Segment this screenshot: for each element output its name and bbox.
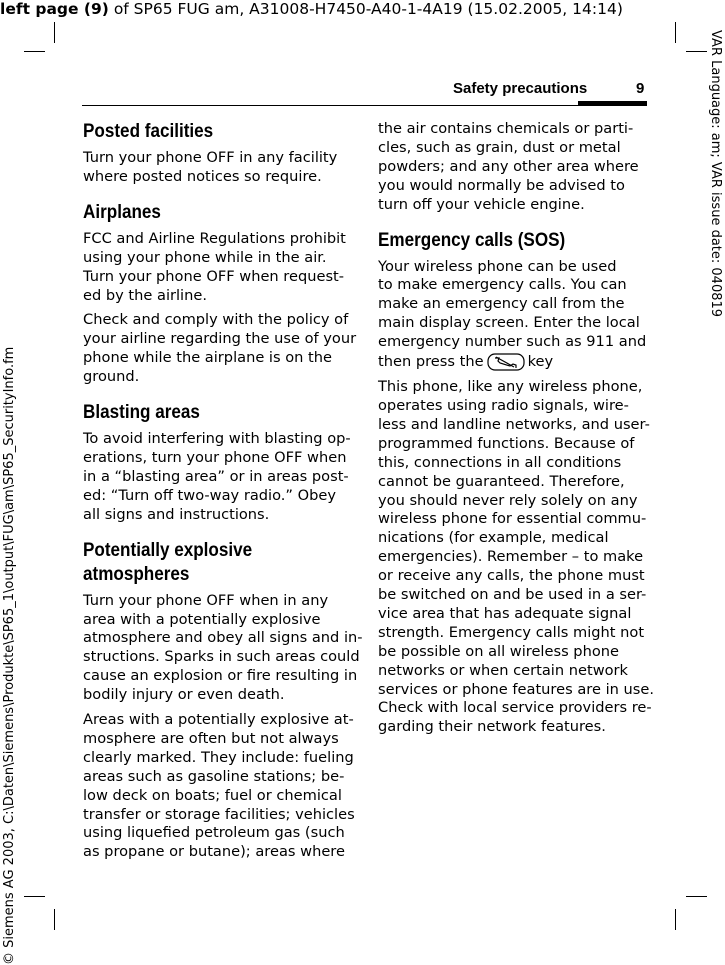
text-line: services or phone features are in use. xyxy=(378,680,654,698)
crop-mark xyxy=(675,909,676,930)
text-line: or receive any calls, the phone must xyxy=(378,567,645,585)
section-posted-facilities xyxy=(83,120,353,187)
paragraph xyxy=(83,149,353,187)
text-line: ed: “Turn off two-way radio.” Obey xyxy=(83,486,336,504)
text-line: atmosphere and obey all signs and in- xyxy=(83,629,363,647)
heading-airplanes: Airplanes xyxy=(83,201,161,223)
section-blasting-areas xyxy=(83,401,353,525)
text-line: to make emergency calls. You can xyxy=(378,276,627,294)
heading-explosive-line2: atmospheres xyxy=(83,563,190,585)
text-line: Areas with a potentially explosive at- xyxy=(83,711,354,729)
text-line: mosphere are often but not always xyxy=(83,729,339,747)
text-line: main display screen. Enter the local xyxy=(378,314,640,332)
text-line: wireless phone for essential commu- xyxy=(378,510,647,528)
text-line: less and landline networks, and user- xyxy=(378,415,650,433)
text-line: programmed functions. Because of xyxy=(378,434,635,452)
paragraph xyxy=(378,120,650,215)
text-line: Check and comply with the policy of xyxy=(83,311,349,329)
page-number: 9 xyxy=(636,80,645,97)
text-line: as propane or butane); areas where xyxy=(83,843,345,861)
running-header-title: Safety precautions xyxy=(453,80,588,97)
text-line: This phone, like any wireless phone, xyxy=(378,378,643,396)
text-line: transfer or storage facilities; vehicles xyxy=(83,805,355,823)
text-line: erations, turn your phone OFF when xyxy=(83,448,347,466)
text-line: phone while the airplane is on the xyxy=(83,349,332,367)
text-line: Your wireless phone can be used xyxy=(378,257,617,275)
text-line: be switched on and be used in a ser- xyxy=(378,586,647,604)
heading-emergency-calls: Emergency calls (SOS) xyxy=(378,229,566,251)
header-rule xyxy=(82,105,647,106)
text-line: the air contains chemicals or parti- xyxy=(378,120,634,137)
text-line: garding their network features. xyxy=(378,718,606,736)
text-line: in a “blasting area” or in areas post- xyxy=(83,467,349,485)
crop-mark xyxy=(675,22,676,43)
heading-posted-facilities: Posted facilities xyxy=(83,121,214,142)
text-line: nications (for example, medical xyxy=(378,529,609,547)
text-line: vice area that has adequate signal xyxy=(378,604,632,622)
crop-mark xyxy=(24,896,45,897)
text-line: structions. Sparks in such areas could xyxy=(83,648,360,666)
text-line: this, connections in all conditions xyxy=(378,453,622,471)
text-line: networks or when certain network xyxy=(378,661,629,679)
text-line: your airline regarding the use of your xyxy=(83,330,357,348)
left-column xyxy=(83,120,363,876)
paragraph xyxy=(83,430,353,525)
text-line: clearly marked. They include: fueling xyxy=(83,748,354,766)
text-line: ed by the airline. xyxy=(83,286,207,304)
text-line xyxy=(378,352,650,372)
text-line: cause an explosion or fire resulting in xyxy=(83,667,358,685)
text-line: Turn your phone OFF when in any xyxy=(83,591,329,609)
variant-info: VAR Language: am; VAR issue date: 040819 xyxy=(708,30,723,318)
paragraph xyxy=(378,378,654,737)
heading-blasting-areas: Blasting areas xyxy=(83,402,200,424)
text-line: emergency number such as 911 and xyxy=(378,333,647,351)
paragraph xyxy=(83,591,363,705)
text-line: emergencies). Remember – to make xyxy=(378,548,644,566)
text-line: cannot be guaranteed. Therefore, xyxy=(378,472,625,490)
text-fragment: then press the xyxy=(378,353,484,371)
paragraph xyxy=(83,311,357,387)
text-line: using liquefied petroleum gas (such xyxy=(83,824,345,842)
paragraph xyxy=(83,230,353,306)
crop-mark xyxy=(686,51,707,52)
text-line: using your phone while in the air. xyxy=(83,248,327,266)
section-airplanes xyxy=(83,201,357,387)
text-line: FCC and Airline Regulations prohibit xyxy=(83,229,346,247)
paragraph xyxy=(83,711,353,862)
call-key-icon xyxy=(486,352,526,372)
text-line: powders; and any other area where xyxy=(378,157,639,175)
section-explosive-atmospheres xyxy=(83,539,363,863)
text-line: bodily injury or even death. xyxy=(83,686,285,704)
text-line: make an emergency call from the xyxy=(378,295,625,313)
text-line: Turn your phone OFF when request- xyxy=(83,267,345,285)
file-path-info: © Siemens AG 2003, C:\Daten\Siemens\Produkte\SP65_1\output\FUG\am\SP65_SecurityInfo.fm xyxy=(2,346,17,965)
text-line: Turn your phone OFF in any facility xyxy=(83,149,338,166)
crop-mark xyxy=(686,896,707,897)
text-line: turn off your vehicle engine. xyxy=(378,195,585,213)
text-line: strength. Emergency calls might not xyxy=(378,623,645,641)
text-line: low deck on boats; fuel or chemical xyxy=(83,786,342,804)
print-job-prefix: left page (9) xyxy=(0,0,109,18)
paragraph xyxy=(378,258,650,373)
text-line: all signs and instructions. xyxy=(83,505,270,523)
text-fragment: key xyxy=(527,353,554,371)
text-line: you would normally be advised to xyxy=(378,176,625,194)
crop-mark xyxy=(54,909,55,930)
print-job-details: of SP65 FUG am, A31008-H7450-A40-1-4A19 (15.02.2005, 14:14) xyxy=(108,0,623,18)
text-line: operates using radio signals, wire- xyxy=(378,396,629,414)
print-job-line xyxy=(0,0,623,18)
text-line: ground. xyxy=(83,368,140,386)
crop-mark xyxy=(54,22,55,43)
text-line: areas such as gasoline stations; be- xyxy=(83,767,345,785)
section-explosive-continued xyxy=(378,120,650,215)
heading-explosive-line1: Potentially explosive xyxy=(83,539,253,561)
section-emergency-calls xyxy=(378,229,654,738)
text-line: where posted notices so require. xyxy=(83,167,322,185)
text-line: area with a potentially explosive xyxy=(83,610,321,628)
text-line: cles, such as grain, dust or metal xyxy=(378,138,621,156)
text-line: To avoid interfering with blasting op- xyxy=(83,430,351,448)
crop-mark xyxy=(24,51,45,52)
text-line: Check with local service providers re- xyxy=(378,699,652,717)
right-column xyxy=(378,120,654,751)
text-line: you should never rely solely on any xyxy=(378,491,638,509)
header-tab xyxy=(578,101,647,106)
text-line: be possible on all wireless phone xyxy=(378,642,619,660)
